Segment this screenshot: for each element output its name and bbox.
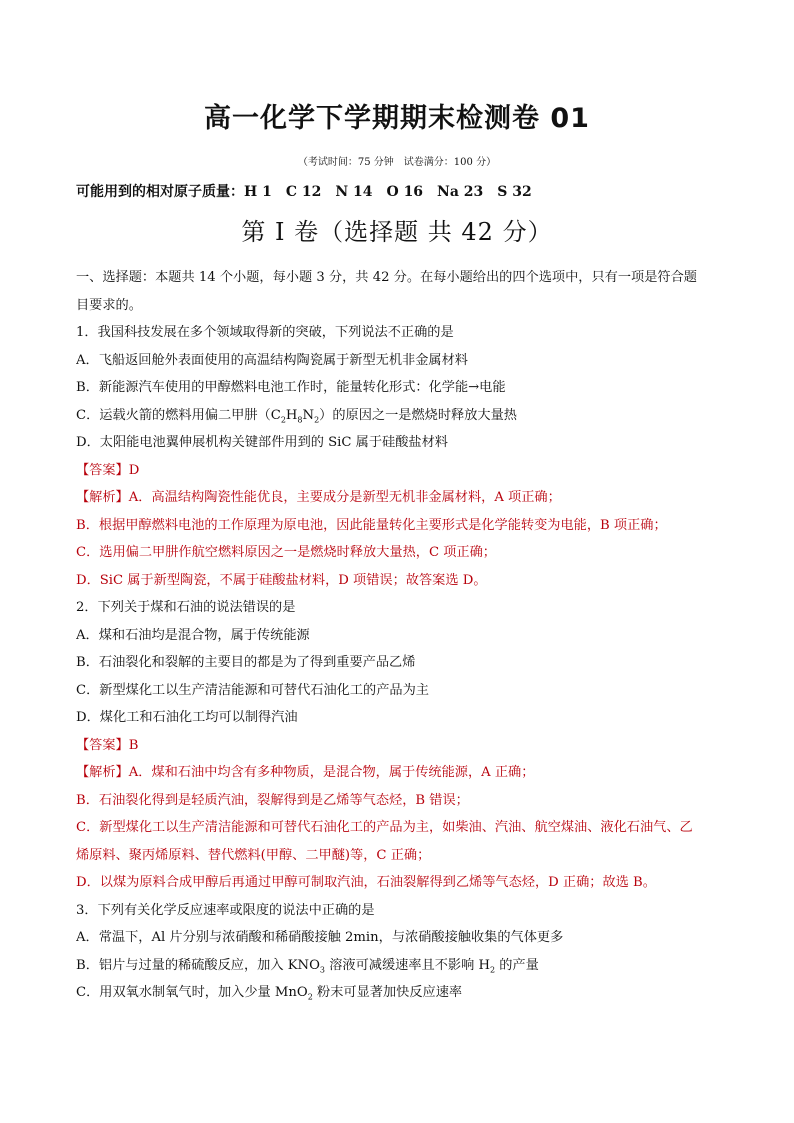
q3-b-sub-1: 3 bbox=[319, 965, 325, 975]
section-title: 第 I 卷（选择题 共 42 分） bbox=[241, 218, 553, 246]
q3-b-sub-2: 2 bbox=[489, 965, 496, 975]
page-title: 高一化学下学期期末检测卷 01 bbox=[204, 103, 590, 134]
q1-analysis-line: D．SiC 属于新型陶瓷，不属于硅酸盐材料，D 项错误；故答案选 D。 bbox=[76, 572, 487, 588]
question-list bbox=[76, 268, 726, 1011]
atomic-masses: 可能用到的相对原子质量：H 1 C 12 N 14 O 16 Na 23 S 32 bbox=[76, 184, 532, 200]
q1-c-text-4: ）的原因之一是燃烧时释放大量热 bbox=[319, 407, 517, 423]
q3-option-c bbox=[76, 983, 726, 1011]
q2-option-d: D．煤化工和石油化工均可以制得汽油 bbox=[76, 710, 298, 725]
q3-b-text-3: 的产量 bbox=[495, 957, 539, 973]
q1-c-sub-2: 8 bbox=[297, 415, 303, 425]
q1-c-sub-1: 2 bbox=[280, 415, 286, 425]
q1-option-a: A．飞船返回舱外表面使用的高温结构陶瓷属于新型无机非金属材料 bbox=[76, 352, 468, 368]
q1-option-b: B．新能源汽车使用的甲醇燃料电池工作时，能量转化形式：化学能→电能 bbox=[76, 380, 506, 395]
q1-option-d: D．太阳能电池翼伸展机构关键部件用到的 SiC 属于硅酸盐材料 bbox=[76, 435, 448, 450]
exam-info: （考试时间：75 分钟 试卷满分：100 分） bbox=[297, 157, 497, 168]
q2-analysis-line: C．新型煤化工以生产清洁能源和可替代石油化工的产品为主，如柴油、汽油、航空煤油、液化石油气、乙 bbox=[76, 820, 693, 835]
q2-answer: 【答案】B bbox=[76, 737, 139, 753]
q2-stem: 2．下列关于煤和石油的说法错误的是 bbox=[76, 600, 296, 615]
instructions-line-2: 目要求的。 bbox=[76, 297, 142, 313]
q1-c-text-1: C．运载火箭的燃料用偏二甲肼（C bbox=[76, 407, 281, 423]
q1-analysis-line: B．根据甲醇燃料电池的工作原理为原电池，因此能量转化主要形式是化学能转变为电能，B 项正确； bbox=[76, 517, 667, 533]
q2-analysis-line: 【解析】A．煤和石油中均含有多种物质，是混合物，属于传统能源，A 正确； bbox=[76, 765, 535, 780]
q3-c-text-2: 粉末可显著加快反应速率 bbox=[312, 985, 463, 1000]
q1-option-c bbox=[76, 406, 726, 434]
q3-c-text-1: C．用双氧水制氧气时，加入少量 MnO bbox=[76, 985, 308, 1000]
q3-stem: 3．下列有关化学反应速率或限度的说法中正确的是 bbox=[76, 902, 375, 918]
q3-c-sub-1: 2 bbox=[307, 992, 313, 1002]
q1-answer: 【答案】D bbox=[76, 462, 140, 478]
q1-c-text-2: H bbox=[285, 407, 298, 423]
q2-option-b: B．石油裂化和裂解的主要目的都是为了得到重要产品乙烯 bbox=[76, 655, 416, 670]
q3-b-text-2: 溶液可减缓速率且不影响 H bbox=[325, 957, 490, 973]
instructions-line-1: 一、选择题：本题共 14 个小题，每小题 3 分，共 42 分。在每小题给出的四个选项中，只有一项是符合题 bbox=[76, 270, 697, 285]
q2-analysis-line: D．以煤为原料合成甲醇后再通过甲醇可制取汽油，石油裂解得到乙烯等气态烃，D 正确；故选 B。 bbox=[76, 875, 656, 890]
q2-option-a: A．煤和石油均是混合物，属于传统能源 bbox=[76, 627, 310, 643]
q2-analysis-line: B．石油裂化得到是轻质汽油，裂解得到是乙烯等气态烃，B 错误； bbox=[76, 792, 469, 808]
q2-option-c: C．新型煤化工以生产清洁能源和可替代石油化工的产品为主 bbox=[76, 682, 429, 698]
q3-option-b bbox=[76, 956, 726, 984]
q1-stem: 1．我国科技发展在多个领域取得新的突破，下列说法不正确的是 bbox=[76, 325, 454, 340]
q1-analysis-line: C．选用偏二甲肼作航空燃料原因之一是燃烧时释放大量热，C 项正确； bbox=[76, 545, 496, 560]
q2-analysis-line: 烯原料、聚丙烯原料、替代燃料(甲醇、二甲醚)等，C 正确； bbox=[76, 847, 431, 863]
q3-option-a: A．常温下，Al 片分别与浓硝酸和稀硝酸接触 2min，与浓硝酸接触收集的气体更多 bbox=[76, 930, 564, 945]
q1-analysis-line: 【解析】A．高温结构陶瓷性能优良，主要成分是新型无机非金属材料，A 项正确； bbox=[76, 490, 561, 505]
q1-c-text-3: N bbox=[302, 407, 315, 423]
q3-b-text-1: B．铝片与过量的稀硫酸反应，加入 KNO bbox=[76, 957, 320, 973]
q1-c-sub-3: 2 bbox=[314, 415, 320, 425]
